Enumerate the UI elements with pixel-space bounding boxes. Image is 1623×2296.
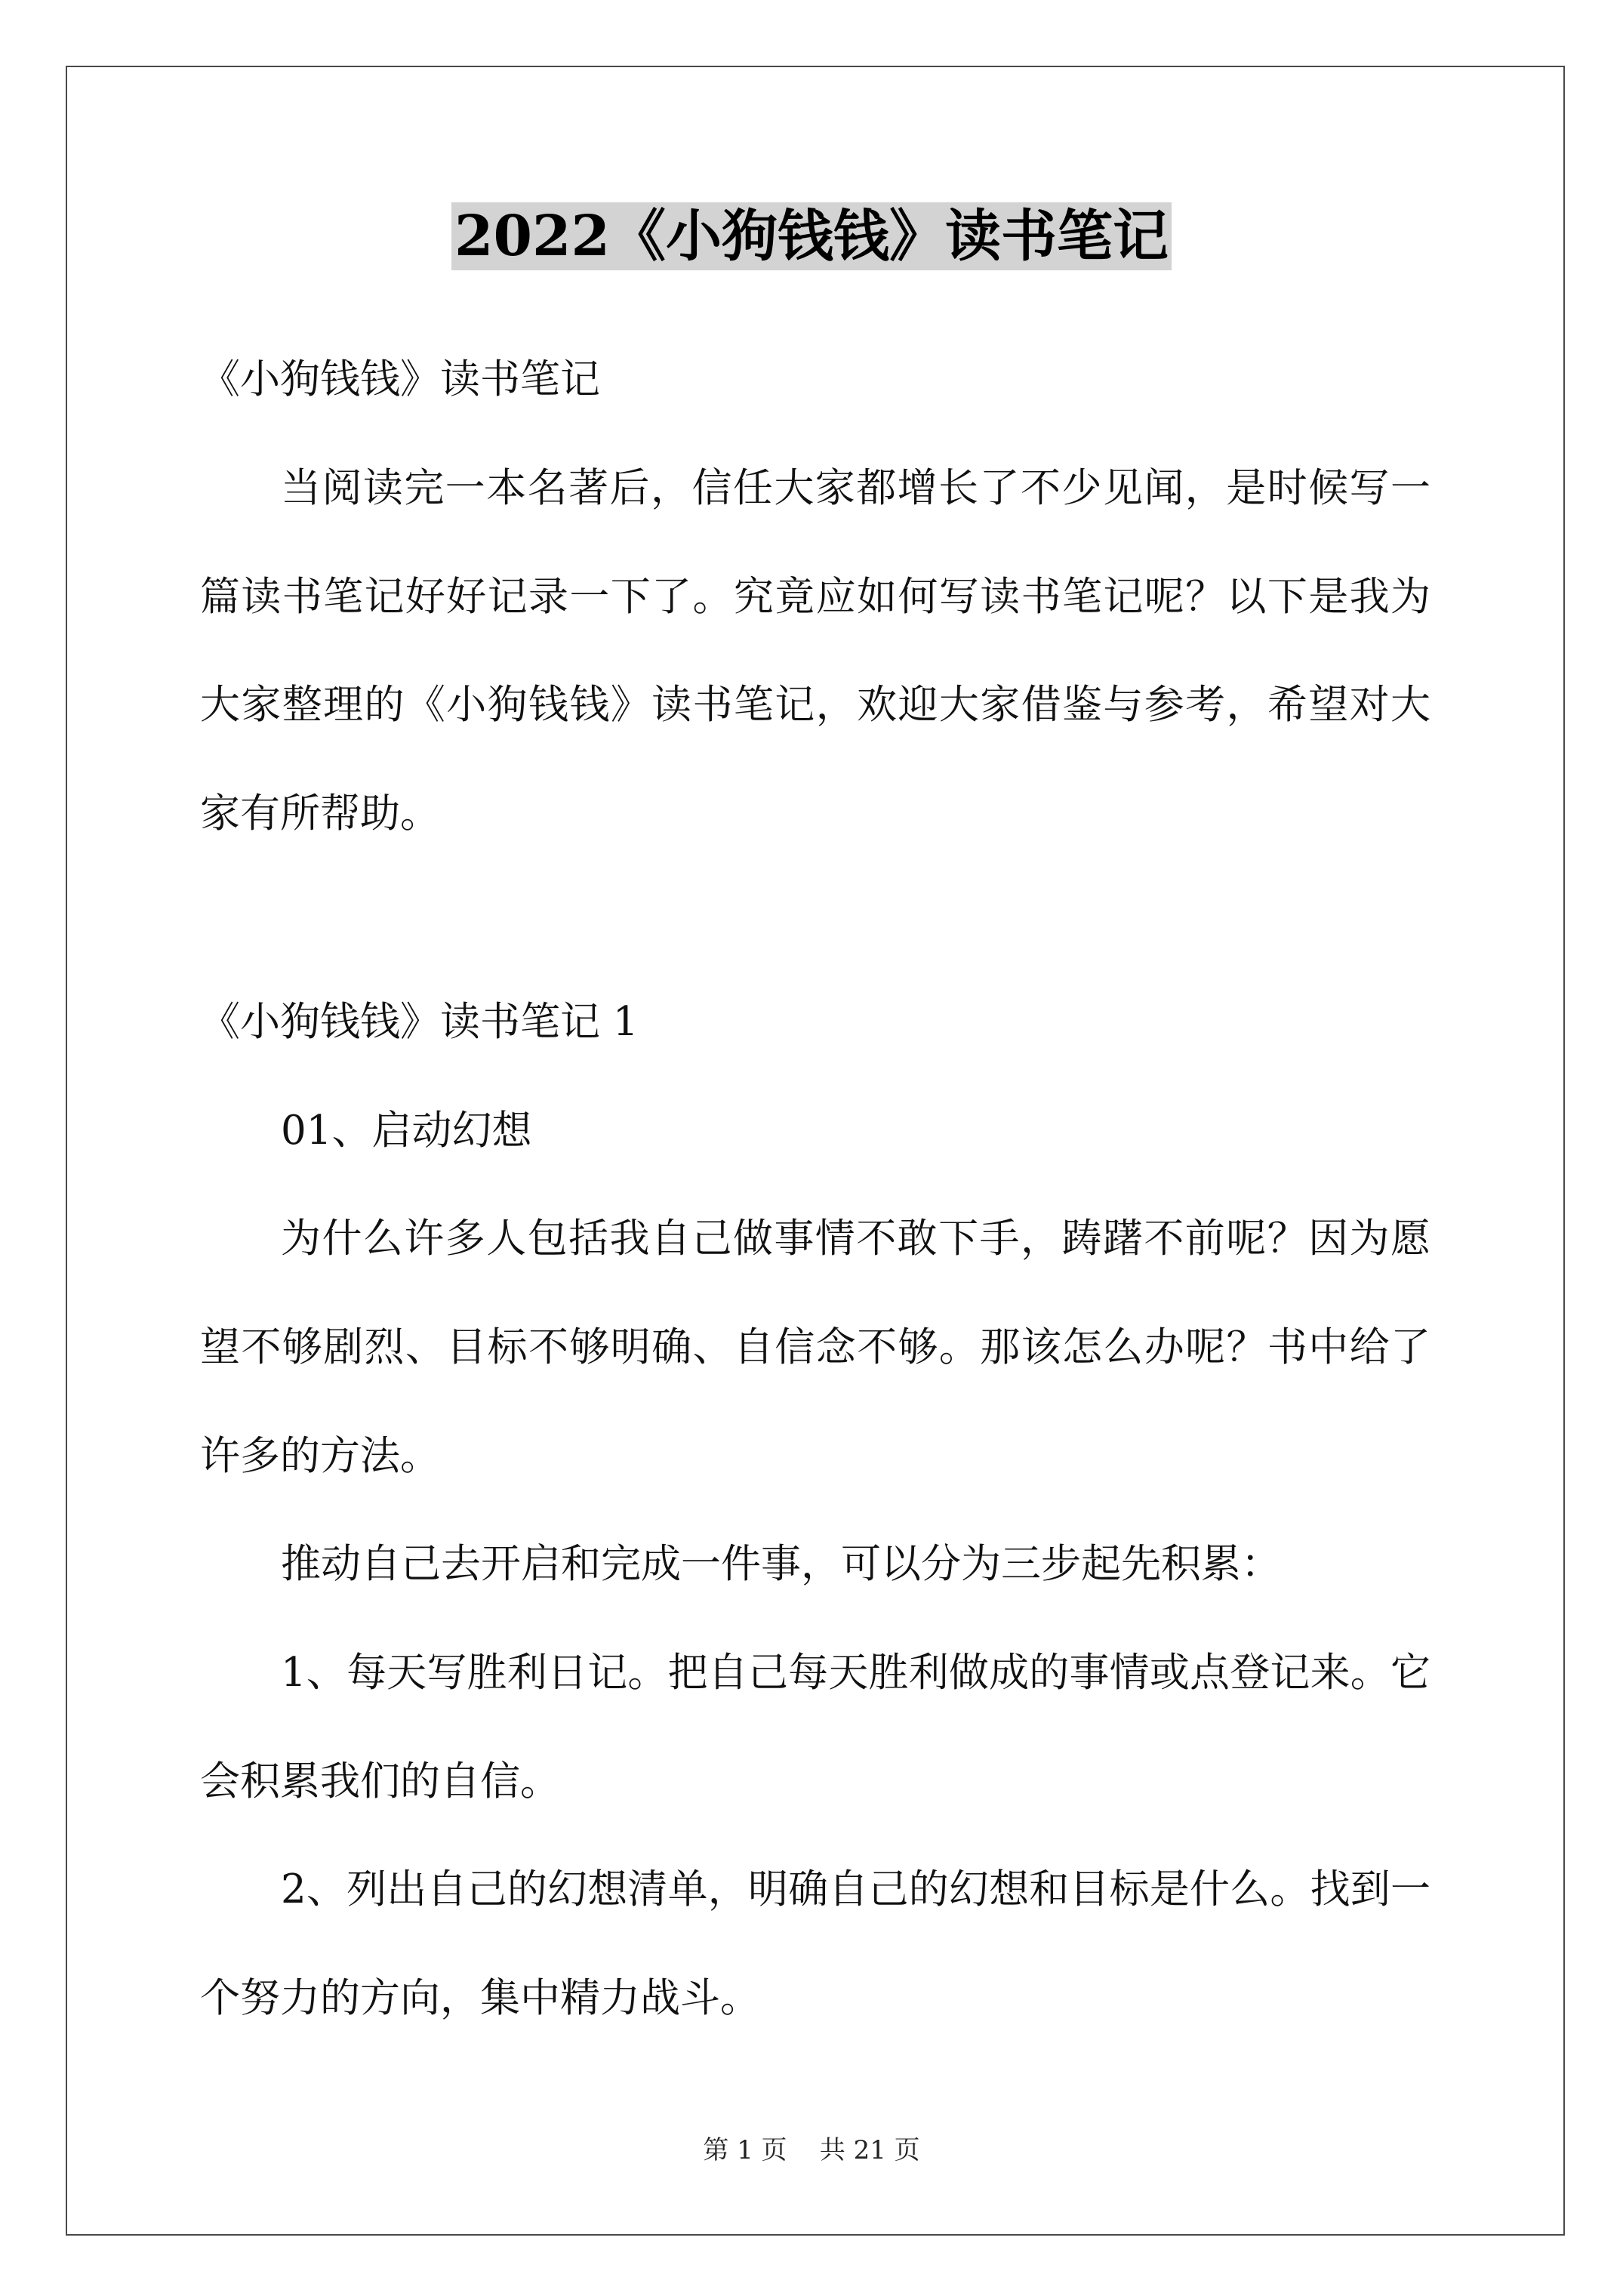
list-item-line: 个努力的方向，集中精力战斗。 [200,1975,760,2021]
section-heading: 《小狗钱钱》读书笔记 1 [200,999,639,1045]
paragraph-line: 推动自己去开启和完成一件事，可以分为三步起先积累： [281,1541,1281,1587]
intro-line: 大家整理的《小狗钱钱》读书笔记，欢迎大家借鉴与参考，希望对大 [200,682,1431,728]
paragraph-line: 望不够剧烈、目标不够明确、自信念不够。那该怎么办呢？书中给了 [200,1324,1431,1370]
intro-line: 家有所帮助。 [200,791,440,837]
paragraph-line: 许多的方法。 [200,1433,440,1479]
subtitle: 《小狗钱钱》读书笔记 [200,356,600,402]
list-item-line: 会积累我们的自信。 [200,1758,560,1804]
document-title: 2022《小狗钱钱》读书笔记 [0,198,1623,275]
intro-line: 篇读书笔记好好记录一下了。究竟应如何写读书笔记呢？以下是我为 [200,574,1431,620]
list-item-line: 2、列出自己的幻想清单，明确自己的幻想和目标是什么。找到一 [281,1866,1431,1912]
list-item-line: 1、每天写胜利日记。把自己每天胜利做成的事情或点登记来。它 [281,1650,1431,1696]
subheading: 01、启动幻想 [281,1108,532,1154]
intro-line: 当阅读完一本名著后，信任大家都增长了不少见闻，是时候写一 [281,465,1431,511]
page-number-footer: 第 1 页 共 21 页 [703,2135,920,2165]
paragraph-line: 为什么许多人包括我自己做事情不敢下手，踌躇不前呢？因为愿 [281,1216,1431,1262]
